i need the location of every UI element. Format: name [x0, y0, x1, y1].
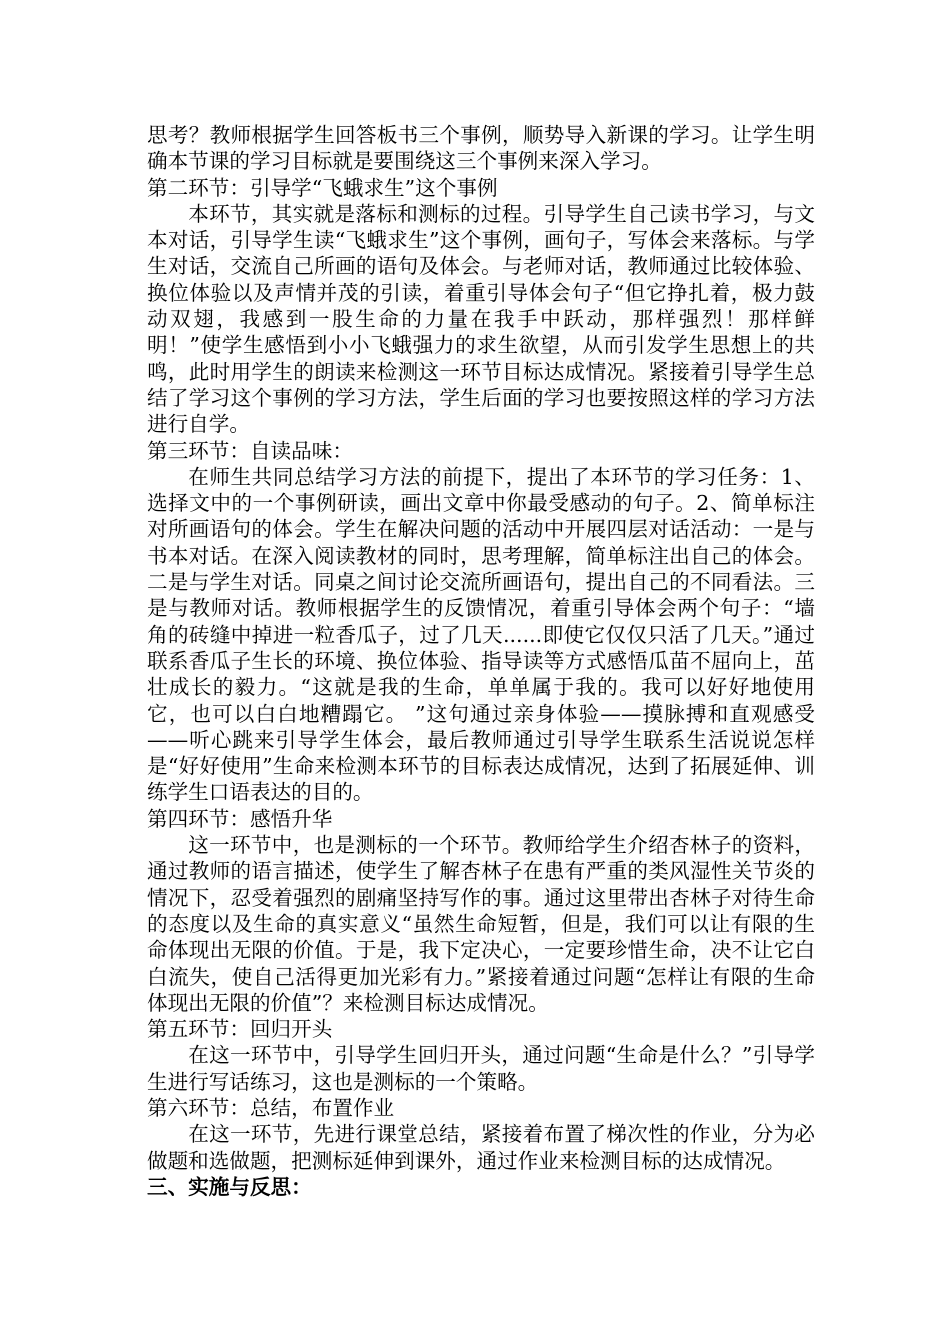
- step3-heading: 第三环节：自读品味：: [147, 438, 353, 463]
- step3-paragraph: 在师生共同总结学习方法的前提下，提出了本环节的学习任务：1、选择文中的一个事例研读，画出文章中你最受感动的句子。2、简单标注对所画语句的体会。学生在解决问题的活动中开展四层对话活动：一是与书本对话。在深入阅读教材的同时，思考理解，简单标注出自己的体会。二是与学生对话。同桌之间讨论交流所画语句，提出自己的不同看法。三是与教师对话。教师根据学生的反馈情况，着重引导体会两个句子：“墙角的砖缝中掉进一粒香瓜子，过了几天......即使它仅仅只活了几天。”通过联系香瓜子生长的环境、换位体验、指导读等方式感悟瓜苗不屈向上，茁壮成长的毅力。“这就是我的生命，单单属于我的。我可以好好地使用它，也可以白白地糟蹋它。 ”这句通过亲身体验——摸脉搏和直观感受——听心跳来引导学生体会，最后教师通过引导学生联系生活说说怎样是“好好使用”生命来检测本环节的目标表达成情况，达到了拓展延伸、训练学生口语表达的目的。: [147, 464, 815, 805]
- step5-paragraph: 在这一环节中，引导学生回归开头，通过问题“生命是什么？”引导学生进行写话练习，这也是测标的一个策略。: [147, 1043, 815, 1094]
- step4-paragraph: 这一环节中，也是测标的一个环节。教师给学生介绍杏林子的资料，通过教师的语言描述，使学生了解杏林子在患有严重的类风湿性关节炎的情况下，忍受着强烈的剧痛坚持写作的事。通过这里带出杏林子对待生命的态度以及生命的真实意义“虽然生命短暂，但是，我们可以让有限的生命体现出无限的价值。于是，我下定决心，一定要珍惜生命，决不让它白白流失，使自己活得更加光彩有力。”紧接着通过问题“怎样让有限的生命体现出无限的价值”？来检测目标达成情况。: [147, 833, 815, 1015]
- step2-heading: 第二环节：引导学“飞蛾求生”这个事例: [147, 175, 498, 200]
- step5-heading: 第五环节：回归开头: [147, 1017, 333, 1042]
- section-3-title: 三、实施与反思：: [147, 1174, 312, 1199]
- intro-paragraph: 思考？教师根据学生回答板书三个事例，顺势导入新课的学习。让学生明确本节课的学习目标就是要围绕这三个事例来深入学习。: [147, 123, 815, 174]
- step4-heading: 第四环节：感悟升华: [147, 806, 333, 831]
- document-page: [147, 122, 815, 1200]
- step6-heading: 第六环节：总结，布置作业: [147, 1095, 395, 1120]
- step2-paragraph: 本环节，其实就是落标和测标的过程。引导学生自己读书学习，与文本对话，引导学生读“飞蛾求生”这个事例，画句子，写体会来落标。与学生对话，交流自己所画的语句及体会。与老师对话，教师通过比较体验、换位体验以及声情并茂的引读，着重引导体会句子“但它挣扎着，极力鼓动双翅，我感到一股生命的力量在我手中跃动，那样强烈！那样鲜明！”使学生感悟到小小飞蛾强力的求生欲望，从而引发学生思想上的共鸣，此时用学生的朗读来检测这一环节目标达成情况。紧接着引导学生总结了学习这个事例的学习方法，学生后面的学习也要按照这样的学习方法进行自学。: [147, 201, 815, 437]
- step6-paragraph: 在这一环节，先进行课堂总结，紧接着布置了梯次性的作业，分为必做题和选做题，把测标延伸到课外，通过作业来检测目标的达成情况。: [147, 1122, 815, 1173]
